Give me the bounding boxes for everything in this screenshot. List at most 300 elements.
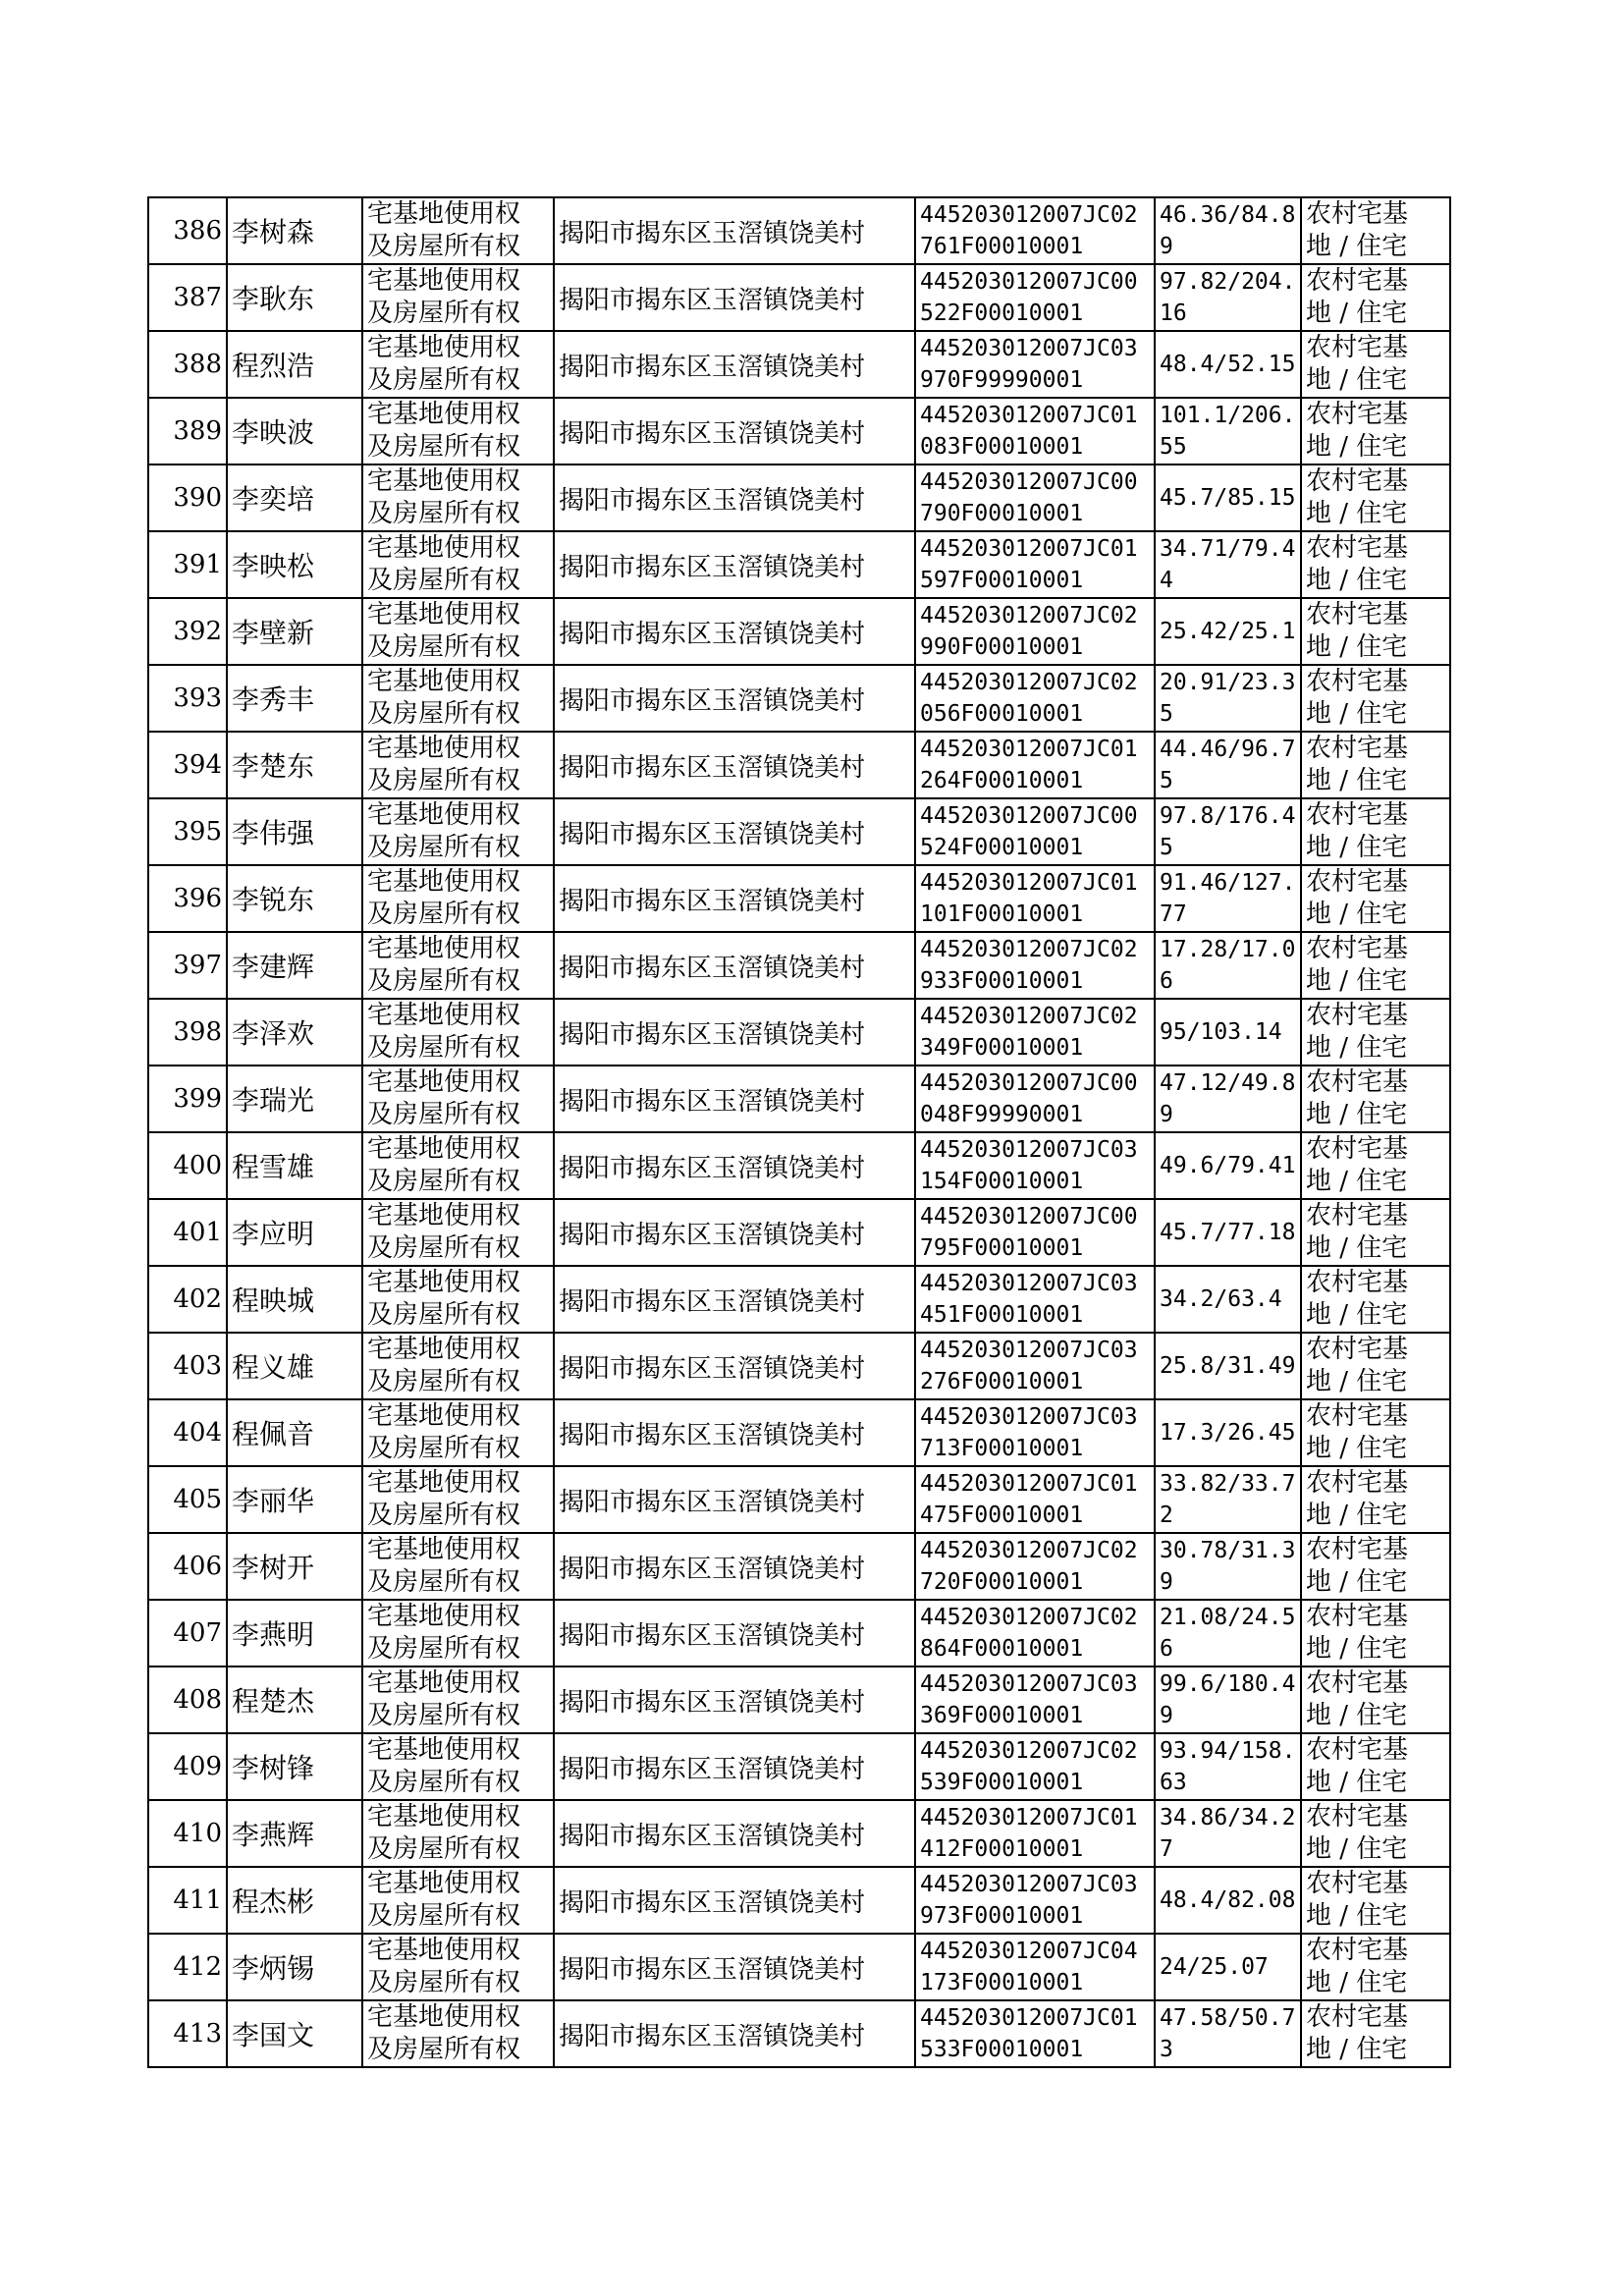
- right-type-line-1: 宅基地使用权: [367, 1668, 521, 1698]
- usage-cell: [1301, 197, 1450, 264]
- usage-line-1: 农村宅基: [1306, 667, 1409, 696]
- row-number-cell: 399: [148, 1066, 227, 1132]
- unit-code-cell: 445203012007JC03970F99990001: [915, 331, 1155, 398]
- usage-cell: [1301, 398, 1450, 464]
- row-number-cell: 391: [148, 531, 227, 598]
- unit-code-cell: 445203012007JC03713F00010001: [915, 1399, 1155, 1466]
- location-cell: 揭阳市揭东区玉滘镇饶美村: [554, 1600, 915, 1667]
- row-number-cell: 400: [148, 1132, 227, 1199]
- right-type-line-1: 宅基地使用权: [367, 1134, 521, 1164]
- registry-table: [147, 196, 1451, 2068]
- usage-cell: [1301, 1533, 1450, 1600]
- area-cell: 20.91/23.35: [1155, 665, 1301, 732]
- row-number-cell: 406: [148, 1533, 227, 1600]
- right-type-cell: [362, 1132, 554, 1199]
- table-row: [148, 1132, 1450, 1199]
- right-type-line-1: 宅基地使用权: [367, 667, 521, 696]
- right-type-cell: [362, 1600, 554, 1667]
- usage-cell: [1301, 464, 1450, 531]
- location-cell: 揭阳市揭东区玉滘镇饶美村: [554, 1199, 915, 1266]
- area-cell: 17.3/26.45: [1155, 1399, 1301, 1466]
- right-type-line-1: 宅基地使用权: [367, 1869, 521, 1898]
- right-type-cell: [362, 1199, 554, 1266]
- right-type-line-2: 及房屋所有权: [367, 1033, 521, 1063]
- location-cell: 揭阳市揭东区玉滘镇饶美村: [554, 732, 915, 798]
- location-cell: 揭阳市揭东区玉滘镇饶美村: [554, 1934, 915, 2000]
- registry-table-body: [148, 197, 1450, 2067]
- location-cell: 揭阳市揭东区玉滘镇饶美村: [554, 665, 915, 732]
- unit-code-cell: 445203012007JC01597F00010001: [915, 531, 1155, 598]
- table-row: [148, 1066, 1450, 1132]
- usage-line-2: 地 / 住宅: [1306, 833, 1408, 862]
- usage-line-1: 农村宅基: [1306, 1535, 1409, 1564]
- area-cell: 47.58/50.73: [1155, 2000, 1301, 2067]
- usage-line-1: 农村宅基: [1306, 1936, 1409, 1965]
- right-type-line-1: 宅基地使用权: [367, 533, 521, 563]
- usage-line-1: 农村宅基: [1306, 1735, 1409, 1765]
- owner-name-cell: 李耿东: [227, 264, 362, 331]
- unit-code-cell: 445203012007JC00790F00010001: [915, 464, 1155, 531]
- right-type-line-2: 及房屋所有权: [367, 1501, 521, 1530]
- location-cell: 揭阳市揭东区玉滘镇饶美村: [554, 2000, 915, 2067]
- area-cell: 45.7/77.18: [1155, 1199, 1301, 1266]
- owner-name-cell: 程雪雄: [227, 1132, 362, 1199]
- right-type-line-1: 宅基地使用权: [367, 266, 521, 296]
- right-type-line-2: 及房屋所有权: [367, 299, 521, 328]
- unit-code-cell: 445203012007JC00524F00010001: [915, 798, 1155, 865]
- table-row: [148, 331, 1450, 398]
- location-cell: 揭阳市揭东区玉滘镇饶美村: [554, 1066, 915, 1132]
- owner-name-cell: 李瑞光: [227, 1066, 362, 1132]
- area-cell: 34.86/34.27: [1155, 1800, 1301, 1867]
- table-row: [148, 1333, 1450, 1399]
- right-type-cell: [362, 1399, 554, 1466]
- row-number-cell: 393: [148, 665, 227, 732]
- usage-line-2: 地 / 住宅: [1306, 1834, 1408, 1864]
- right-type-cell: [362, 1934, 554, 2000]
- location-cell: 揭阳市揭东区玉滘镇饶美村: [554, 932, 915, 999]
- right-type-cell: [362, 2000, 554, 2067]
- right-type-cell: [362, 1266, 554, 1333]
- right-type-line-1: 宅基地使用权: [367, 934, 521, 963]
- row-number-cell: 408: [148, 1667, 227, 1733]
- right-type-line-2: 及房屋所有权: [367, 900, 521, 929]
- usage-line-2: 地 / 住宅: [1306, 1968, 1408, 1997]
- usage-cell: [1301, 1066, 1450, 1132]
- usage-cell: [1301, 1132, 1450, 1199]
- row-number-cell: 392: [148, 598, 227, 665]
- usage-cell: [1301, 1733, 1450, 1800]
- usage-cell: [1301, 1800, 1450, 1867]
- right-type-cell: [362, 264, 554, 331]
- table-row: [148, 1733, 1450, 1800]
- owner-name-cell: 李燕辉: [227, 1800, 362, 1867]
- right-type-cell: [362, 1733, 554, 1800]
- location-cell: 揭阳市揭东区玉滘镇饶美村: [554, 1667, 915, 1733]
- right-type-cell: [362, 932, 554, 999]
- usage-cell: [1301, 331, 1450, 398]
- owner-name-cell: 李树开: [227, 1533, 362, 1600]
- row-number-cell: 410: [148, 1800, 227, 1867]
- usage-line-2: 地 / 住宅: [1306, 632, 1408, 662]
- usage-line-2: 地 / 住宅: [1306, 699, 1408, 729]
- right-type-line-2: 及房屋所有权: [367, 1233, 521, 1263]
- table-row: [148, 598, 1450, 665]
- usage-line-1: 农村宅基: [1306, 1335, 1409, 1364]
- right-type-line-1: 宅基地使用权: [367, 333, 521, 362]
- right-type-line-1: 宅基地使用权: [367, 1602, 521, 1631]
- right-type-cell: [362, 865, 554, 932]
- usage-line-1: 农村宅基: [1306, 734, 1409, 763]
- usage-line-2: 地 / 住宅: [1306, 499, 1408, 528]
- table-row: [148, 999, 1450, 1066]
- table-row: [148, 732, 1450, 798]
- right-type-cell: [362, 1533, 554, 1600]
- location-cell: 揭阳市揭东区玉滘镇饶美村: [554, 331, 915, 398]
- owner-name-cell: 李泽欢: [227, 999, 362, 1066]
- location-cell: 揭阳市揭东区玉滘镇饶美村: [554, 1466, 915, 1533]
- usage-cell: [1301, 665, 1450, 732]
- unit-code-cell: 445203012007JC03154F00010001: [915, 1132, 1155, 1199]
- right-type-cell: [362, 1466, 554, 1533]
- location-cell: 揭阳市揭东区玉滘镇饶美村: [554, 1800, 915, 1867]
- table-row: [148, 2000, 1450, 2067]
- table-row: [148, 1466, 1450, 1533]
- usage-line-2: 地 / 住宅: [1306, 966, 1408, 996]
- usage-line-2: 地 / 住宅: [1306, 232, 1408, 261]
- table-row: [148, 1266, 1450, 1333]
- owner-name-cell: 程义雄: [227, 1333, 362, 1399]
- row-number-cell: 397: [148, 932, 227, 999]
- right-type-line-2: 及房屋所有权: [367, 1768, 521, 1797]
- row-number-cell: 411: [148, 1867, 227, 1934]
- location-cell: 揭阳市揭东区玉滘镇饶美村: [554, 1733, 915, 1800]
- owner-name-cell: 李树锋: [227, 1733, 362, 1800]
- area-cell: 99.6/180.49: [1155, 1667, 1301, 1733]
- row-number-cell: 404: [148, 1399, 227, 1466]
- table-row: [148, 1667, 1450, 1733]
- row-number-cell: 388: [148, 331, 227, 398]
- right-type-line-2: 及房屋所有权: [367, 1567, 521, 1597]
- usage-line-1: 农村宅基: [1306, 1268, 1409, 1297]
- usage-line-2: 地 / 住宅: [1306, 2035, 1408, 2064]
- area-cell: 17.28/17.06: [1155, 932, 1301, 999]
- usage-cell: [1301, 932, 1450, 999]
- usage-cell: [1301, 1867, 1450, 1934]
- usage-line-2: 地 / 住宅: [1306, 1167, 1408, 1196]
- row-number-cell: 398: [148, 999, 227, 1066]
- usage-line-1: 农村宅基: [1306, 1067, 1409, 1097]
- right-type-line-1: 宅基地使用权: [367, 1735, 521, 1765]
- location-cell: 揭阳市揭东区玉滘镇饶美村: [554, 1333, 915, 1399]
- unit-code-cell: 445203012007JC02933F00010001: [915, 932, 1155, 999]
- usage-line-1: 农村宅基: [1306, 934, 1409, 963]
- area-cell: 30.78/31.39: [1155, 1533, 1301, 1600]
- right-type-line-2: 及房屋所有权: [367, 1968, 521, 1997]
- right-type-cell: [362, 1333, 554, 1399]
- usage-line-2: 地 / 住宅: [1306, 900, 1408, 929]
- owner-name-cell: 李炳锡: [227, 1934, 362, 2000]
- area-cell: 24/25.07: [1155, 1934, 1301, 2000]
- table-row: [148, 1934, 1450, 2000]
- unit-code-cell: 445203012007JC01475F00010001: [915, 1466, 1155, 1533]
- owner-name-cell: 李树森: [227, 197, 362, 264]
- right-type-line-1: 宅基地使用权: [367, 1936, 521, 1965]
- right-type-line-1: 宅基地使用权: [367, 1401, 521, 1431]
- usage-line-1: 农村宅基: [1306, 1869, 1409, 1898]
- right-type-line-1: 宅基地使用权: [367, 1535, 521, 1564]
- owner-name-cell: 程佩音: [227, 1399, 362, 1466]
- right-type-line-2: 及房屋所有权: [367, 232, 521, 261]
- location-cell: 揭阳市揭东区玉滘镇饶美村: [554, 1266, 915, 1333]
- usage-line-1: 农村宅基: [1306, 1468, 1409, 1498]
- owner-name-cell: 程映城: [227, 1266, 362, 1333]
- usage-line-2: 地 / 住宅: [1306, 1367, 1408, 1396]
- usage-line-1: 农村宅基: [1306, 1201, 1409, 1230]
- owner-name-cell: 李奕培: [227, 464, 362, 531]
- row-number-cell: 403: [148, 1333, 227, 1399]
- usage-line-2: 地 / 住宅: [1306, 1300, 1408, 1330]
- area-cell: 48.4/52.15: [1155, 331, 1301, 398]
- location-cell: 揭阳市揭东区玉滘镇饶美村: [554, 598, 915, 665]
- usage-cell: [1301, 1333, 1450, 1399]
- row-number-cell: 407: [148, 1600, 227, 1667]
- area-cell: 91.46/127.77: [1155, 865, 1301, 932]
- unit-code-cell: 445203012007JC02539F00010001: [915, 1733, 1155, 1800]
- right-type-cell: [362, 798, 554, 865]
- unit-code-cell: 445203012007JC00048F99990001: [915, 1066, 1155, 1132]
- right-type-line-1: 宅基地使用权: [367, 400, 521, 429]
- unit-code-cell: 445203012007JC03276F00010001: [915, 1333, 1155, 1399]
- right-type-line-2: 及房屋所有权: [367, 365, 521, 395]
- right-type-line-2: 及房屋所有权: [367, 2035, 521, 2064]
- right-type-line-2: 及房屋所有权: [367, 1434, 521, 1463]
- table-row: [148, 464, 1450, 531]
- usage-line-2: 地 / 住宅: [1306, 1233, 1408, 1263]
- right-type-cell: [362, 598, 554, 665]
- area-cell: 101.1/206.55: [1155, 398, 1301, 464]
- usage-line-1: 农村宅基: [1306, 1802, 1409, 1831]
- right-type-line-1: 宅基地使用权: [367, 1001, 521, 1030]
- right-type-line-1: 宅基地使用权: [367, 1468, 521, 1498]
- usage-cell: [1301, 1466, 1450, 1533]
- usage-cell: [1301, 598, 1450, 665]
- location-cell: 揭阳市揭东区玉滘镇饶美村: [554, 798, 915, 865]
- usage-line-2: 地 / 住宅: [1306, 365, 1408, 395]
- unit-code-cell: 445203012007JC03369F00010001: [915, 1667, 1155, 1733]
- usage-cell: [1301, 1934, 1450, 2000]
- right-type-line-1: 宅基地使用权: [367, 1067, 521, 1097]
- area-cell: 25.8/31.49: [1155, 1333, 1301, 1399]
- row-number-cell: 387: [148, 264, 227, 331]
- usage-line-1: 农村宅基: [1306, 800, 1409, 830]
- right-type-line-2: 及房屋所有权: [367, 766, 521, 795]
- usage-line-1: 农村宅基: [1306, 600, 1409, 629]
- right-type-line-2: 及房屋所有权: [367, 833, 521, 862]
- row-number-cell: 401: [148, 1199, 227, 1266]
- right-type-line-2: 及房屋所有权: [367, 966, 521, 996]
- usage-line-2: 地 / 住宅: [1306, 1100, 1408, 1129]
- usage-line-2: 地 / 住宅: [1306, 566, 1408, 595]
- row-number-cell: 390: [148, 464, 227, 531]
- unit-code-cell: 445203012007JC02720F00010001: [915, 1533, 1155, 1600]
- right-type-line-2: 及房屋所有权: [367, 632, 521, 662]
- area-cell: 25.42/25.1: [1155, 598, 1301, 665]
- table-row: [148, 1867, 1450, 1934]
- owner-name-cell: 李映松: [227, 531, 362, 598]
- unit-code-cell: 445203012007JC03451F00010001: [915, 1266, 1155, 1333]
- usage-cell: [1301, 1399, 1450, 1466]
- right-type-line-2: 及房屋所有权: [367, 1834, 521, 1864]
- usage-line-1: 农村宅基: [1306, 1668, 1409, 1698]
- location-cell: 揭阳市揭东区玉滘镇饶美村: [554, 1533, 915, 1600]
- unit-code-cell: 445203012007JC02056F00010001: [915, 665, 1155, 732]
- usage-cell: [1301, 1600, 1450, 1667]
- row-number-cell: 394: [148, 732, 227, 798]
- row-number-cell: 405: [148, 1466, 227, 1533]
- table-row: [148, 665, 1450, 732]
- usage-line-1: 农村宅基: [1306, 400, 1409, 429]
- right-type-line-2: 及房屋所有权: [367, 1300, 521, 1330]
- area-cell: 97.82/204.16: [1155, 264, 1301, 331]
- right-type-cell: [362, 1800, 554, 1867]
- area-cell: 33.82/33.72: [1155, 1466, 1301, 1533]
- right-type-line-1: 宅基地使用权: [367, 1335, 521, 1364]
- usage-line-2: 地 / 住宅: [1306, 1567, 1408, 1597]
- usage-line-1: 农村宅基: [1306, 2002, 1409, 2032]
- table-row: [148, 398, 1450, 464]
- unit-code-cell: 445203012007JC01264F00010001: [915, 732, 1155, 798]
- table-row: [148, 531, 1450, 598]
- location-cell: 揭阳市揭东区玉滘镇饶美村: [554, 264, 915, 331]
- usage-line-2: 地 / 住宅: [1306, 1501, 1408, 1530]
- table-row: [148, 1533, 1450, 1600]
- unit-code-cell: 445203012007JC02349F00010001: [915, 999, 1155, 1066]
- location-cell: 揭阳市揭东区玉滘镇饶美村: [554, 999, 915, 1066]
- row-number-cell: 412: [148, 1934, 227, 2000]
- right-type-line-2: 及房屋所有权: [367, 1367, 521, 1396]
- unit-code-cell: 445203012007JC01533F00010001: [915, 2000, 1155, 2067]
- row-number-cell: 413: [148, 2000, 227, 2067]
- location-cell: 揭阳市揭东区玉滘镇饶美村: [554, 197, 915, 264]
- usage-line-2: 地 / 住宅: [1306, 766, 1408, 795]
- area-cell: 45.7/85.15: [1155, 464, 1301, 531]
- owner-name-cell: 李燕明: [227, 1600, 362, 1667]
- right-type-cell: [362, 999, 554, 1066]
- usage-line-1: 农村宅基: [1306, 1134, 1409, 1164]
- right-type-line-2: 及房屋所有权: [367, 432, 521, 462]
- owner-name-cell: 程烈浩: [227, 331, 362, 398]
- right-type-line-2: 及房屋所有权: [367, 566, 521, 595]
- right-type-line-1: 宅基地使用权: [367, 199, 521, 229]
- right-type-cell: [362, 732, 554, 798]
- location-cell: 揭阳市揭东区玉滘镇饶美村: [554, 398, 915, 464]
- usage-line-2: 地 / 住宅: [1306, 432, 1408, 462]
- area-cell: 21.08/24.56: [1155, 1600, 1301, 1667]
- unit-code-cell: 445203012007JC03973F00010001: [915, 1867, 1155, 1934]
- right-type-line-2: 及房屋所有权: [367, 1701, 521, 1730]
- unit-code-cell: 445203012007JC00522F00010001: [915, 264, 1155, 331]
- right-type-line-2: 及房屋所有权: [367, 499, 521, 528]
- usage-cell: [1301, 1266, 1450, 1333]
- right-type-line-1: 宅基地使用权: [367, 600, 521, 629]
- right-type-line-1: 宅基地使用权: [367, 734, 521, 763]
- usage-line-1: 农村宅基: [1306, 466, 1409, 496]
- usage-line-2: 地 / 住宅: [1306, 1634, 1408, 1664]
- usage-cell: [1301, 2000, 1450, 2067]
- area-cell: 44.46/96.75: [1155, 732, 1301, 798]
- location-cell: 揭阳市揭东区玉滘镇饶美村: [554, 1867, 915, 1934]
- area-cell: 34.2/63.4: [1155, 1266, 1301, 1333]
- owner-name-cell: 李楚东: [227, 732, 362, 798]
- usage-line-2: 地 / 住宅: [1306, 299, 1408, 328]
- right-type-line-2: 及房屋所有权: [367, 1167, 521, 1196]
- usage-line-1: 农村宅基: [1306, 1602, 1409, 1631]
- usage-cell: [1301, 264, 1450, 331]
- owner-name-cell: 李映波: [227, 398, 362, 464]
- usage-cell: [1301, 798, 1450, 865]
- usage-line-1: 农村宅基: [1306, 333, 1409, 362]
- right-type-cell: [362, 197, 554, 264]
- table-row: [148, 1199, 1450, 1266]
- right-type-line-2: 及房屋所有权: [367, 1901, 521, 1931]
- usage-line-2: 地 / 住宅: [1306, 1033, 1408, 1063]
- owner-name-cell: 李丽华: [227, 1466, 362, 1533]
- table-row: [148, 1399, 1450, 1466]
- owner-name-cell: 李建辉: [227, 932, 362, 999]
- right-type-cell: [362, 398, 554, 464]
- usage-line-2: 地 / 住宅: [1306, 1768, 1408, 1797]
- usage-cell: [1301, 999, 1450, 1066]
- usage-cell: [1301, 531, 1450, 598]
- usage-line-1: 农村宅基: [1306, 1001, 1409, 1030]
- right-type-cell: [362, 1667, 554, 1733]
- unit-code-cell: 445203012007JC01083F00010001: [915, 398, 1155, 464]
- owner-name-cell: 李壁新: [227, 598, 362, 665]
- usage-line-2: 地 / 住宅: [1306, 1434, 1408, 1463]
- row-number-cell: 389: [148, 398, 227, 464]
- unit-code-cell: 445203012007JC02864F00010001: [915, 1600, 1155, 1667]
- usage-line-1: 农村宅基: [1306, 266, 1409, 296]
- right-type-line-1: 宅基地使用权: [367, 1201, 521, 1230]
- owner-name-cell: 程杰彬: [227, 1867, 362, 1934]
- usage-cell: [1301, 732, 1450, 798]
- right-type-cell: [362, 1066, 554, 1132]
- right-type-line-1: 宅基地使用权: [367, 1802, 521, 1831]
- row-number-cell: 396: [148, 865, 227, 932]
- area-cell: 48.4/82.08: [1155, 1867, 1301, 1934]
- area-cell: 95/103.14: [1155, 999, 1301, 1066]
- location-cell: 揭阳市揭东区玉滘镇饶美村: [554, 1132, 915, 1199]
- right-type-line-2: 及房屋所有权: [367, 1634, 521, 1664]
- unit-code-cell: 445203012007JC00795F00010001: [915, 1199, 1155, 1266]
- owner-name-cell: 李锐东: [227, 865, 362, 932]
- right-type-line-1: 宅基地使用权: [367, 867, 521, 897]
- usage-cell: [1301, 1199, 1450, 1266]
- owner-name-cell: 李国文: [227, 2000, 362, 2067]
- right-type-cell: [362, 1867, 554, 1934]
- owner-name-cell: 李应明: [227, 1199, 362, 1266]
- right-type-line-1: 宅基地使用权: [367, 800, 521, 830]
- row-number-cell: 395: [148, 798, 227, 865]
- area-cell: 34.71/79.44: [1155, 531, 1301, 598]
- right-type-cell: [362, 331, 554, 398]
- table-row: [148, 798, 1450, 865]
- table-row: [148, 1800, 1450, 1867]
- location-cell: 揭阳市揭东区玉滘镇饶美村: [554, 464, 915, 531]
- right-type-line-1: 宅基地使用权: [367, 1268, 521, 1297]
- unit-code-cell: 445203012007JC01101F00010001: [915, 865, 1155, 932]
